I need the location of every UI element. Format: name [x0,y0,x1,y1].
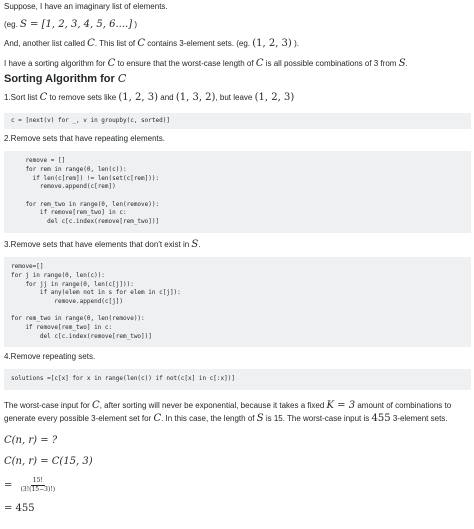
var-c: C [153,413,162,425]
text: . [405,58,408,68]
eg-prefix: (eg. [4,19,18,29]
var-c: C [39,92,48,104]
text: to remove sets like [49,93,117,103]
var-s: S [256,413,264,425]
tuple-math: (1, 3, 2) [175,92,216,104]
text: . This list of [94,39,136,49]
equation-3 [4,477,471,494]
code-block-step-2: remove = [] for rem in range(0, len(c)): if len(c[rem]) != len(set(c[rem])): remove.append(c[rem]) for rem_two in range(0, len(remove)): if remove[rem_two] in c: del c[c.index(remove[rem_two])] [4,151,471,233]
text: is all possible combinations of 3 from [265,58,397,68]
equation-1: C(n, r) = ? [4,434,58,446]
fraction [19,477,57,494]
text: amount of combinations to generate every possible 3-element set for [4,400,452,424]
equation-4: = 455 [4,502,35,514]
code-block-step-4: solutions =[c[x] for x in range(len(c)) if not(c[x] in c[:x])] [4,369,471,390]
text: 1.Sort list [4,93,38,103]
example-line [4,18,471,32]
text: 3-element sets. [392,414,448,424]
tuple-math: (1, 2, 3) [118,92,159,104]
text: . In this case, the length of [161,414,255,424]
section-heading [4,72,471,87]
k-math: K = 3 [326,399,356,411]
var-c: C [137,38,146,50]
eg-set-math: S = [1, 2, 3, 4, 5, 6....] [20,18,133,30]
text: , but leave [215,93,253,103]
text: , after sorting will never be exponential, because it takes a fixed [99,400,325,410]
text: to ensure that the worst-case length of [117,58,254,68]
text: and [160,93,174,103]
var-c: C [92,399,100,411]
sorting-intro-line [4,57,471,71]
fraction-denominator: (3!(15−3)!) [20,485,56,493]
var-s: S [398,57,406,69]
text: ). [294,39,299,49]
text: . [198,239,201,249]
heading-var: C [117,72,127,86]
text: The worst-case input for [4,400,90,410]
list-c-line [4,37,471,51]
var-c: C [107,57,116,69]
text: 3.Remove sets that have elements that don't exist in [4,239,190,249]
number-math: 455 [371,413,391,425]
text: I have a sorting algorithm for [4,58,106,68]
fraction-numerator: 15! [31,477,45,486]
tuple-math: (1, 2, 3) [254,92,295,104]
equation-2: C(n, r) = C(15, 3) [4,456,93,468]
var-c: C [255,57,264,69]
tuple-math: (1, 2, 3) [252,38,292,50]
conclusion-paragraph [4,399,471,426]
heading-text: Sorting Algorithm for [4,73,115,86]
step-4-text: 4.Remove repeating sets. [4,352,96,362]
text: And, another list called [4,39,85,49]
intro-line [4,2,471,13]
code-block-step-3: remove=[] for j in range(0, len(c)): for jj in range(0, len(c[j])): if any(elem not in s for elem in c[j]): remove.append(c[j]) for rem_two in range(0, len(remove)): if remove[rem_two] in c: del c[c.index(remove[rem_two])] [4,257,471,347]
eg-suffix: ) [134,19,138,29]
intro-text: Suppose, I have an imaginary list of elements. [4,2,168,11]
equals-sign: = [4,479,13,491]
code-block-step-1: c = [next(v) for _, v in groupby(c, sorted)] [4,113,471,130]
step-2-text: 2.Remove sets that have repeating elements. [4,134,165,144]
step-1-text [4,91,471,105]
var-s: S [191,238,199,250]
text: is 15. The worst-case input is [265,414,370,424]
var-c: C [87,38,95,50]
text: contains 3-element sets. (eg. [147,39,250,49]
step-3-text [4,238,471,252]
